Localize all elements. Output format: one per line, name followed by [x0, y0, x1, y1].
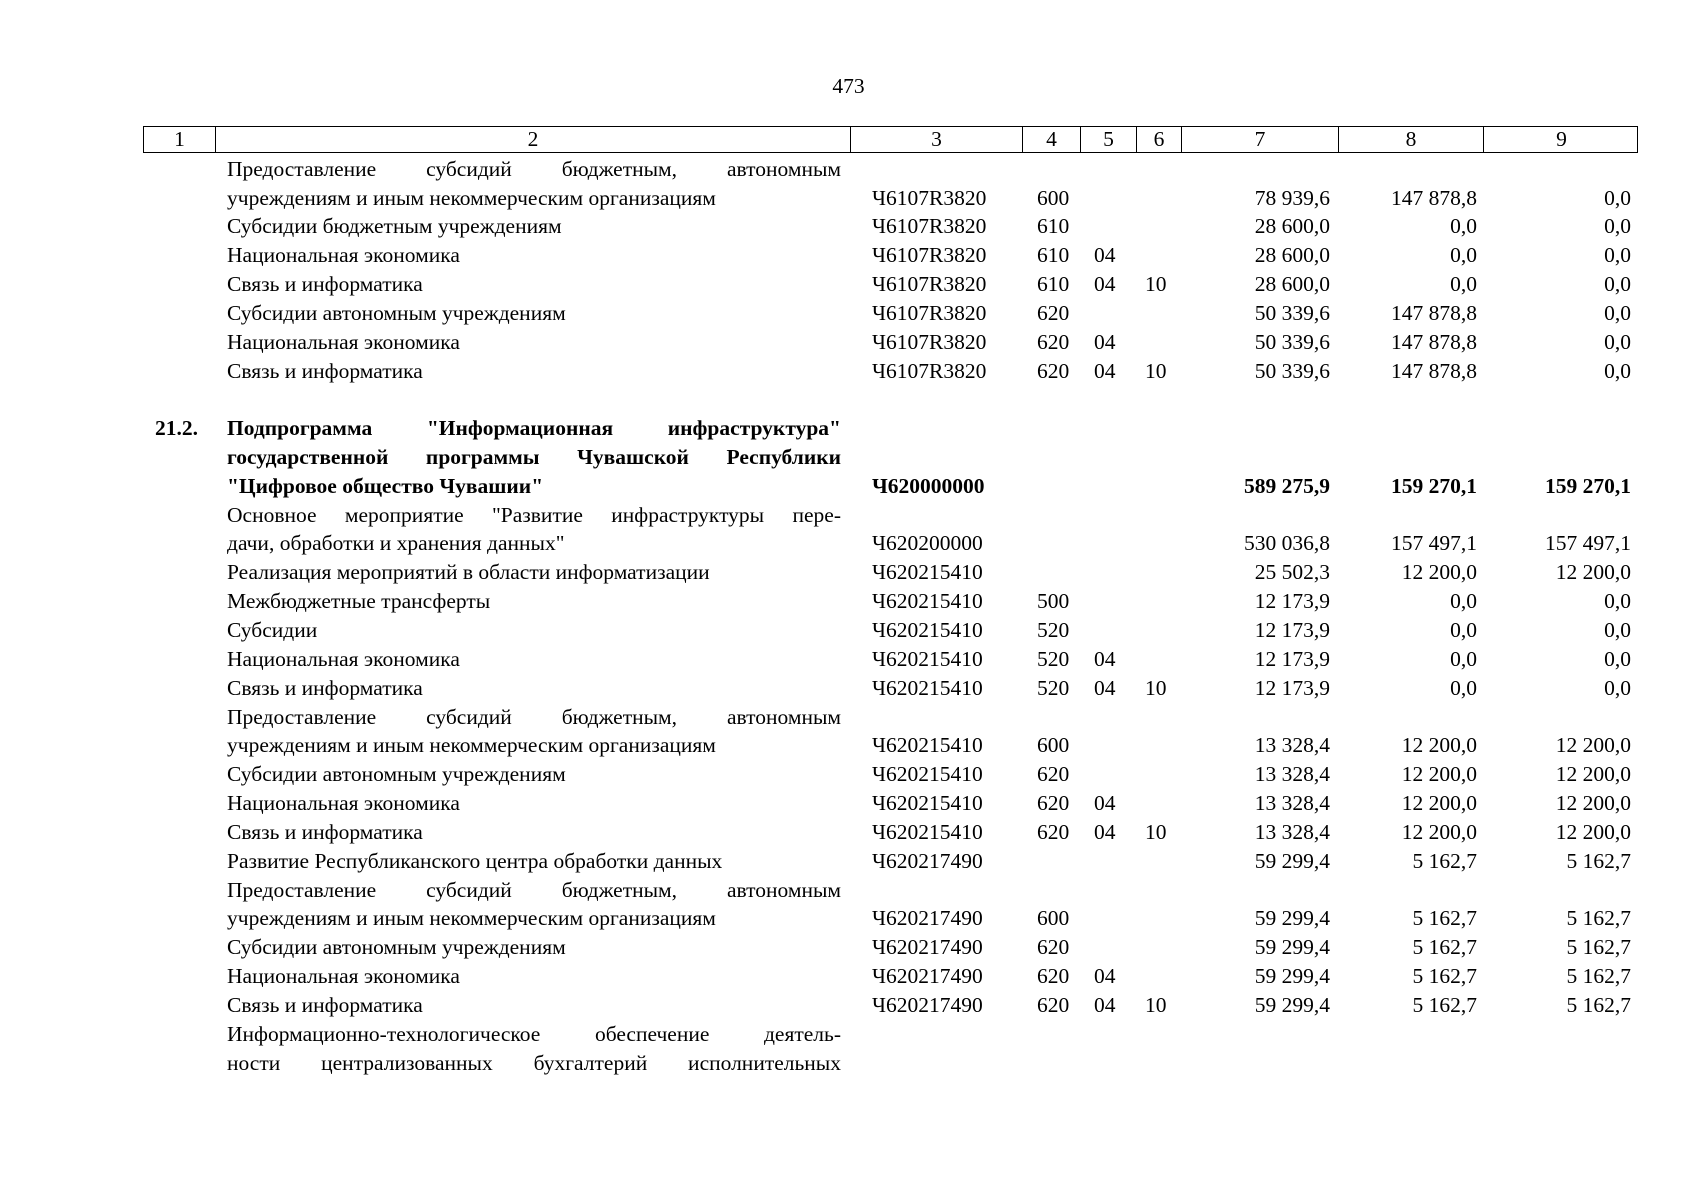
row-name: Связь и информатика — [227, 676, 423, 700]
row-target-article: Ч6107R3820 — [872, 214, 987, 238]
row-target-article: Ч620215410 — [872, 618, 983, 642]
table-row — [0, 270, 1697, 299]
row-value-col7: 59 299,4 — [1254, 906, 1330, 930]
row-value-col8: 12 200,0 — [1401, 791, 1477, 815]
row-target-article: Ч620200000 — [872, 531, 983, 555]
row-value-col8: 5 162,7 — [1412, 935, 1477, 959]
row-value-col8: 0,0 — [1450, 243, 1477, 267]
header-col-3: 3 — [851, 127, 1023, 152]
row-value-col9: 159 270,1 — [1545, 474, 1631, 498]
row-value-col9: 0,0 — [1604, 272, 1631, 296]
row-expense-type: 600 — [1037, 906, 1070, 930]
row-target-article: Ч620215410 — [872, 560, 983, 584]
header-col-1: 1 — [144, 127, 216, 152]
row-name: "Цифровое общество Чувашии" — [227, 474, 544, 498]
table-row — [0, 847, 1697, 876]
row-expense-type: 610 — [1037, 272, 1070, 296]
row-value-col9: 157 497,1 — [1545, 531, 1631, 555]
row-value-col9: 0,0 — [1604, 243, 1631, 267]
row-name: учреждениям и иным некоммерческим организациям — [227, 186, 716, 210]
row-value-col8: 0,0 — [1450, 589, 1477, 613]
row-value-col7: 50 339,6 — [1254, 301, 1330, 325]
table-row — [0, 184, 1697, 213]
table-row — [0, 155, 1697, 184]
table-row — [0, 731, 1697, 760]
row-target-article: Ч620215410 — [872, 791, 983, 815]
row-section: 04 — [1094, 647, 1116, 671]
row-target-article: Ч6107R3820 — [872, 330, 987, 354]
row-name: Связь и информатика — [227, 820, 423, 844]
row-value-col8: 12 200,0 — [1401, 820, 1477, 844]
row-name: ности централизованных бухгалтерий исполнительных — [227, 1051, 841, 1075]
table-row — [0, 328, 1697, 357]
row-value-col7: 12 173,9 — [1254, 676, 1330, 700]
row-value-col8: 12 200,0 — [1401, 762, 1477, 786]
row-subsection: 10 — [1145, 359, 1167, 383]
row-value-col9: 5 162,7 — [1566, 935, 1631, 959]
row-value-col8: 5 162,7 — [1412, 993, 1477, 1017]
table-row — [0, 501, 1697, 530]
row-name: Субсидии автономным учреждениям — [227, 301, 566, 325]
header-col-5: 5 — [1081, 127, 1137, 152]
table-row — [0, 789, 1697, 818]
row-value-col8: 0,0 — [1450, 647, 1477, 671]
row-name: Предоставление субсидий бюджетным, автономным — [227, 157, 841, 181]
row-name: Подпрограмма "Информационная инфраструктура" — [227, 416, 841, 440]
row-value-col7: 28 600,0 — [1254, 214, 1330, 238]
row-subsection: 10 — [1145, 676, 1167, 700]
table-row — [0, 616, 1697, 645]
table-row — [0, 443, 1697, 472]
row-name: Связь и информатика — [227, 993, 423, 1017]
row-target-article: Ч620217490 — [872, 906, 983, 930]
row-value-col8: 0,0 — [1450, 272, 1477, 296]
row-target-article: Ч620217490 — [872, 993, 983, 1017]
row-section: 04 — [1094, 272, 1116, 296]
row-target-article: Ч620215410 — [872, 762, 983, 786]
row-section: 04 — [1094, 676, 1116, 700]
row-target-article: Ч620217490 — [872, 935, 983, 959]
header-col-9: 9 — [1556, 127, 1567, 151]
table-row — [0, 991, 1697, 1020]
row-value-col8: 5 162,7 — [1412, 849, 1477, 873]
table-row — [0, 703, 1697, 732]
row-value-col7: 13 328,4 — [1254, 820, 1330, 844]
header-col-8: 8 — [1339, 127, 1484, 152]
row-section: 04 — [1094, 993, 1116, 1017]
row-value-col7: 12 173,9 — [1254, 589, 1330, 613]
row-name: Предоставление субсидий бюджетным, автономным — [227, 878, 841, 902]
row-value-col7: 50 339,6 — [1254, 359, 1330, 383]
row-expense-type: 610 — [1037, 243, 1070, 267]
row-value-col9: 0,0 — [1604, 676, 1631, 700]
row-value-col9: 0,0 — [1604, 301, 1631, 325]
table-row — [0, 962, 1697, 991]
table-row — [0, 760, 1697, 789]
row-value-col7: 59 299,4 — [1254, 849, 1330, 873]
row-name: Межбюджетные трансферты — [227, 589, 491, 613]
row-value-col9: 5 162,7 — [1566, 906, 1631, 930]
row-section: 04 — [1094, 791, 1116, 815]
row-expense-type: 620 — [1037, 791, 1070, 815]
row-value-col7: 59 299,4 — [1254, 935, 1330, 959]
row-target-article: Ч620215410 — [872, 820, 983, 844]
row-name: Связь и информатика — [227, 272, 423, 296]
row-value-col8: 5 162,7 — [1412, 906, 1477, 930]
row-expense-type: 600 — [1037, 733, 1070, 757]
row-value-col7: 59 299,4 — [1254, 993, 1330, 1017]
row-value-col7: 59 299,4 — [1254, 964, 1330, 988]
row-section: 04 — [1094, 330, 1116, 354]
row-number: 21.2. — [155, 416, 198, 440]
row-value-col9: 0,0 — [1604, 647, 1631, 671]
row-name: Национальная экономика — [227, 791, 460, 815]
row-name: учреждениям и иным некоммерческим организациям — [227, 733, 716, 757]
row-target-article: Ч620000000 — [872, 474, 985, 498]
table-row — [0, 674, 1697, 703]
table-row — [0, 472, 1697, 501]
header-col-4: 4 — [1023, 127, 1081, 152]
row-name: государственной программы Чувашской Республики — [227, 445, 841, 469]
row-target-article: Ч620217490 — [872, 964, 983, 988]
row-value-col7: 28 600,0 — [1254, 272, 1330, 296]
row-value-col7: 13 328,4 — [1254, 733, 1330, 757]
row-name: Субсидии автономным учреждениям — [227, 935, 566, 959]
row-target-article: Ч6107R3820 — [872, 186, 987, 210]
row-value-col8: 147 878,8 — [1391, 301, 1477, 325]
row-value-col8: 0,0 — [1450, 676, 1477, 700]
row-name: Развитие Республиканского центра обработки данных — [227, 849, 723, 873]
header-col-7: 7 — [1182, 127, 1339, 152]
row-target-article: Ч620215410 — [872, 589, 983, 613]
header-col-6: 6 — [1137, 127, 1182, 152]
row-target-article: Ч6107R3820 — [872, 359, 987, 383]
table-header — [143, 126, 1638, 153]
row-name: Национальная экономика — [227, 647, 460, 671]
row-name: Связь и информатика — [227, 359, 423, 383]
row-value-col8: 157 497,1 — [1391, 531, 1477, 555]
row-value-col8: 147 878,8 — [1391, 186, 1477, 210]
row-subsection: 10 — [1145, 272, 1167, 296]
table-row — [0, 904, 1697, 933]
row-expense-type: 620 — [1037, 935, 1070, 959]
row-value-col7: 589 275,9 — [1244, 474, 1330, 498]
row-name: Субсидии бюджетным учреждениям — [227, 214, 562, 238]
row-expense-type: 600 — [1037, 186, 1070, 210]
row-name: Национальная экономика — [227, 330, 460, 354]
table-row — [0, 587, 1697, 616]
page-number: 473 — [832, 74, 865, 98]
table-row — [0, 558, 1697, 587]
row-expense-type: 620 — [1037, 820, 1070, 844]
row-name: Национальная экономика — [227, 243, 460, 267]
row-target-article: Ч620215410 — [872, 676, 983, 700]
row-value-col9: 0,0 — [1604, 589, 1631, 613]
row-expense-type: 620 — [1037, 762, 1070, 786]
table-row — [0, 357, 1697, 386]
row-section: 04 — [1094, 820, 1116, 844]
row-value-col8: 12 200,0 — [1401, 560, 1477, 584]
row-target-article: Ч620215410 — [872, 647, 983, 671]
table-row — [0, 818, 1697, 847]
row-expense-type: 620 — [1037, 330, 1070, 354]
row-expense-type: 620 — [1037, 301, 1070, 325]
row-value-col8: 0,0 — [1450, 214, 1477, 238]
table-row — [0, 212, 1697, 241]
row-value-col9: 0,0 — [1604, 186, 1631, 210]
row-expense-type: 520 — [1037, 618, 1070, 642]
row-target-article: Ч620217490 — [872, 849, 983, 873]
row-subsection: 10 — [1145, 820, 1167, 844]
row-value-col9: 12 200,0 — [1555, 762, 1631, 786]
row-section: 04 — [1094, 964, 1116, 988]
row-expense-type: 620 — [1037, 993, 1070, 1017]
row-value-col9: 12 200,0 — [1555, 560, 1631, 584]
row-expense-type: 520 — [1037, 647, 1070, 671]
row-section: 04 — [1094, 359, 1116, 383]
row-value-col8: 159 270,1 — [1391, 474, 1477, 498]
row-value-col9: 0,0 — [1604, 330, 1631, 354]
row-value-col7: 12 173,9 — [1254, 647, 1330, 671]
row-value-col9: 5 162,7 — [1566, 964, 1631, 988]
row-value-col7: 25 502,3 — [1254, 560, 1330, 584]
row-value-col7: 50 339,6 — [1254, 330, 1330, 354]
row-value-col8: 0,0 — [1450, 618, 1477, 642]
row-expense-type: 620 — [1037, 964, 1070, 988]
row-value-col7: 13 328,4 — [1254, 791, 1330, 815]
row-value-col9: 12 200,0 — [1555, 820, 1631, 844]
row-section: 04 — [1094, 243, 1116, 267]
table-row — [0, 876, 1697, 905]
table-row — [0, 645, 1697, 674]
row-expense-type: 620 — [1037, 359, 1070, 383]
row-expense-type: 520 — [1037, 676, 1070, 700]
row-expense-type: 500 — [1037, 589, 1070, 613]
row-value-col7: 12 173,9 — [1254, 618, 1330, 642]
row-value-col9: 0,0 — [1604, 618, 1631, 642]
table-row — [0, 1049, 1697, 1078]
row-value-col7: 13 328,4 — [1254, 762, 1330, 786]
row-name: Субсидии автономным учреждениям — [227, 762, 566, 786]
table-row — [0, 241, 1697, 270]
row-expense-type: 610 — [1037, 214, 1070, 238]
header-col-2: 2 — [216, 127, 851, 152]
row-value-col7: 530 036,8 — [1244, 531, 1330, 555]
row-name: Субсидии — [227, 618, 318, 642]
table-row — [0, 299, 1697, 328]
row-value-col8: 12 200,0 — [1401, 733, 1477, 757]
table-row — [0, 1020, 1697, 1049]
row-target-article: Ч6107R3820 — [872, 243, 987, 267]
row-value-col7: 28 600,0 — [1254, 243, 1330, 267]
row-subsection: 10 — [1145, 993, 1167, 1017]
row-value-col8: 147 878,8 — [1391, 359, 1477, 383]
table-row — [0, 933, 1697, 962]
row-target-article: Ч620215410 — [872, 733, 983, 757]
row-value-col9: 0,0 — [1604, 214, 1631, 238]
row-value-col9: 5 162,7 — [1566, 993, 1631, 1017]
row-value-col8: 147 878,8 — [1391, 330, 1477, 354]
row-name: Основное мероприятие "Развитие инфраструктуры пере- — [227, 503, 841, 527]
row-name: дачи, обработки и хранения данных" — [227, 531, 565, 555]
row-target-article: Ч6107R3820 — [872, 301, 987, 325]
row-value-col9: 12 200,0 — [1555, 733, 1631, 757]
table-row — [0, 529, 1697, 558]
table-row — [0, 414, 1697, 443]
row-value-col9: 5 162,7 — [1566, 849, 1631, 873]
row-value-col9: 0,0 — [1604, 359, 1631, 383]
row-value-col7: 78 939,6 — [1254, 186, 1330, 210]
row-name: Предоставление субсидий бюджетным, автономным — [227, 705, 841, 729]
row-target-article: Ч6107R3820 — [872, 272, 987, 296]
row-value-col9: 12 200,0 — [1555, 791, 1631, 815]
row-name: учреждениям и иным некоммерческим организациям — [227, 906, 716, 930]
row-name: Национальная экономика — [227, 964, 460, 988]
row-name: Информационно-технологическое обеспечение деятель- — [227, 1022, 841, 1046]
row-value-col8: 5 162,7 — [1412, 964, 1477, 988]
row-name: Реализация мероприятий в области информатизации — [227, 560, 710, 584]
